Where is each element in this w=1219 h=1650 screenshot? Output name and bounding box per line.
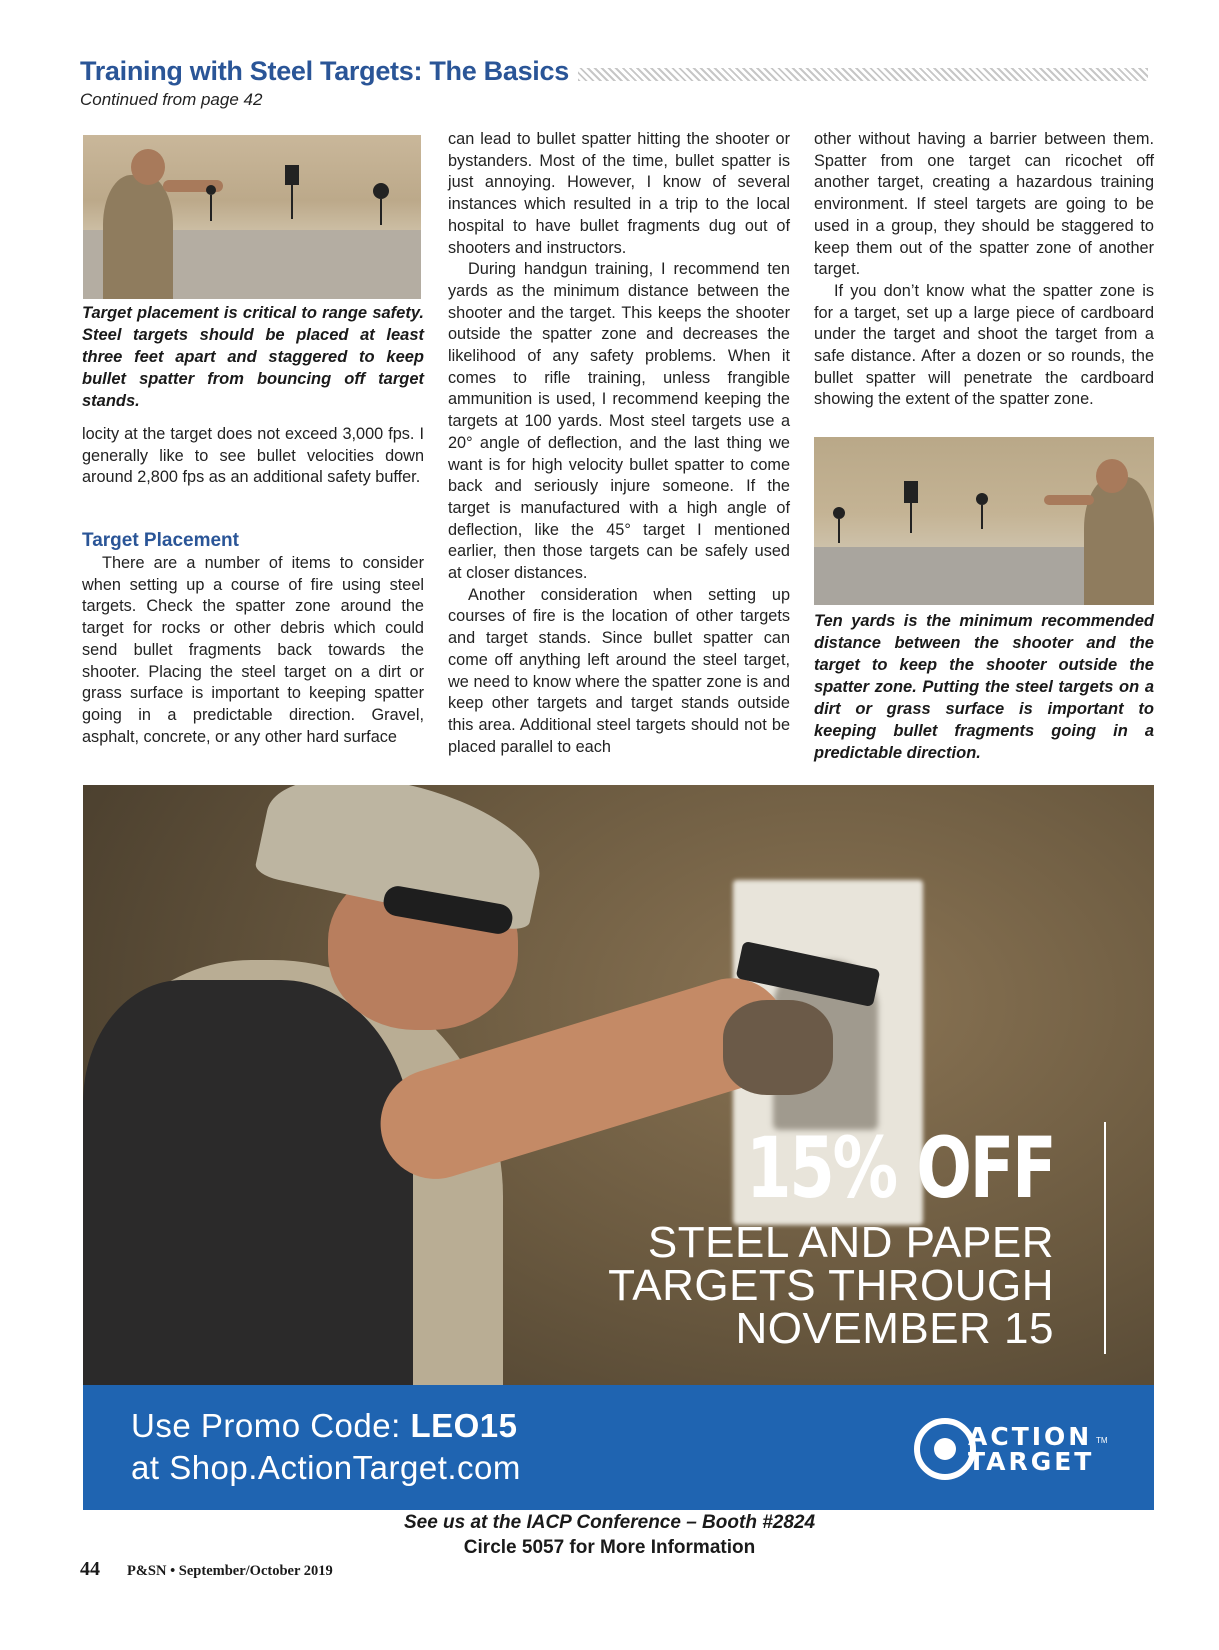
ad-promo-code-line bbox=[131, 1407, 518, 1445]
page-number: 44 bbox=[80, 1558, 100, 1580]
promo-code: LEO15 bbox=[410, 1407, 518, 1444]
publication-footer: P&SN • September/October 2019 bbox=[127, 1563, 333, 1579]
ad-promo-url[interactable]: at Shop.ActionTarget.com bbox=[131, 1449, 521, 1486]
ad-offer-line-1: STEEL AND PAPER bbox=[647, 1218, 1054, 1267]
logo-word-target: TARGET bbox=[968, 1447, 1095, 1476]
reader-service-notice: Circle 5057 for More Information bbox=[463, 1537, 756, 1558]
photo-2-caption: Ten yards is the minimum recommended distance between the shooter and the target to keep the shooter outside the spatter zone. Putting the steel targets on a dirt or grass surface is important to keeping bullet fragments going in a predictable direction. bbox=[814, 612, 1154, 762]
photo-1-caption: Target placement is critical to range safety. Steel targets should be placed at least three feet apart and staggered to keep bullet spatter from bouncing off target stands. bbox=[82, 304, 424, 410]
article-title: Training with Steel Targets: The Basics bbox=[80, 56, 569, 86]
section-heading: Target Placement bbox=[82, 530, 239, 551]
paragraph: If you don’t know what the spatter zone is for a target, set up a large piece of cardboard under the target and shoot the target from a safe distance. After a dozen or so rounds, the bullet spatter will penetrate the cardboard showing the extent of the spatter zone. bbox=[814, 281, 1154, 409]
paragraph: other without having a barrier between them. Spatter from one target can ricochet off another target, creating a hazardous training environment. If steel targets are going to be used in a group, they should be staggered to keep them out of the spatter zone of another target. bbox=[814, 130, 1154, 279]
photo-shooter-range-2 bbox=[814, 437, 1154, 605]
ad-shooter-vest bbox=[83, 980, 413, 1390]
continued-from-note: Continued from page 42 bbox=[80, 90, 263, 109]
booth-notice: See us at the IACP Conference – Booth #2824 bbox=[403, 1512, 816, 1533]
ad-offer-line-3: NOVEMBER 15 bbox=[735, 1304, 1054, 1353]
paragraph: locity at the target does not exceed 3,000 fps. I generally like to see bullet velocities down around 2,800 fps as an additional safety buffer. bbox=[82, 425, 424, 487]
article-column-3 bbox=[814, 129, 1154, 411]
ad-offer-line-2: TARGETS THROUGH bbox=[608, 1261, 1054, 1310]
title-hatch-rule bbox=[578, 68, 1148, 81]
logo-trademark: TM bbox=[1096, 1436, 1108, 1445]
ad-divider-line bbox=[1104, 1122, 1106, 1354]
ad-discount-headline: 15% OFF bbox=[745, 1119, 1054, 1217]
paragraph: During handgun training, I recommend ten yards as the minimum distance between the shooter and the target. This keeps the shooter outside the spatter zone and decreases the likelihood of any safety problems. When it comes to rifle training, unless frangible ammunition is used, I recommend keeping the targets at 100 yards. Most steel targets use a 20° angle of deflection, and the last thing we want is for high velocity bullet spatter to come back and seriously injure someone. If the target is manufactured with a high angle of deflection, like the 45° target I mentioned earlier, then those targets can be safely used at closer distances. bbox=[448, 260, 790, 583]
article-column-1-intro bbox=[82, 424, 424, 489]
photo-shooter-range-1 bbox=[83, 135, 421, 299]
logo-word-action: ACTION bbox=[968, 1422, 1093, 1451]
paragraph: can lead to bullet spatter hitting the shooter or bystanders. Most of the time, bullet spatter is just annoying. However, I know of several instances which resulted in a trip to the local hospital to have bullet fragments dug out of shooters and instructors. bbox=[448, 130, 790, 257]
paragraph: Another consideration when setting up courses of fire is the location of other targets and target stands. Since bullet spatter can come off anything left around the steel target, we need to know where the spatter zone is and keep other targets and target stands outside this area. Additional steel targets should not be placed parallel to each bbox=[448, 585, 790, 756]
article-column-1-body bbox=[82, 553, 424, 748]
promo-prefix: Use Promo Code: bbox=[131, 1407, 411, 1444]
ad-shooter-glove bbox=[723, 1000, 833, 1095]
paragraph: There are a number of items to consider when setting up a course of fire using steel targets. Check the spatter zone around the target for rocks or other debris which could send bullet fragments back towards the shooter. Placing the steel target on a dirt or grass surface is important to keeping spatter going in a predictable direction. Gravel, asphalt, concrete, or any other hard surface bbox=[82, 554, 424, 746]
article-column-2 bbox=[448, 129, 790, 758]
logo-center-dot bbox=[934, 1438, 956, 1460]
